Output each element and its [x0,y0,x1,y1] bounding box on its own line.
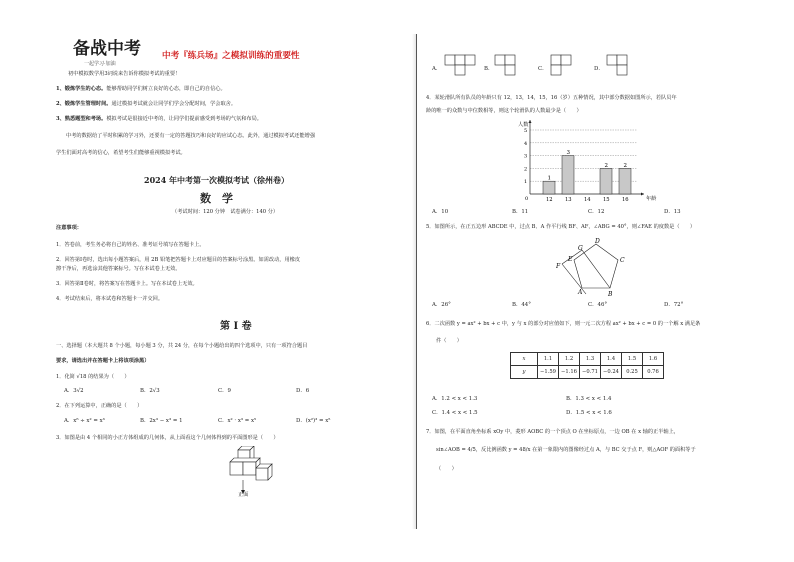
q4-bar-chart [508,116,688,208]
q5-pentagon-figure [556,236,636,298]
chart-bar-label: 2 [623,162,627,169]
question-7-line-3: （ ） [436,466,457,472]
q6-table-cell: 1.1 [538,353,559,366]
question-3: 3．如图是由 4 个相同的小正方体组成的几何体，从上面看这个几何体得到的平面图形是（ ） [56,435,279,441]
q1-option-b: B．2√3 [140,388,160,394]
q3-front-label: 正面 [238,492,249,498]
q3-option-a-figure [444,54,476,82]
q6-table-cell: −1.16 [559,366,580,379]
q3-cube-figure [224,446,274,500]
q6-table-cell: −0.71 [580,366,601,379]
question-4-line-2: 龄的唯一的众数与中位数相等，则这个轮滑队的人数最少是（ ） [426,108,582,114]
column-divider [416,34,417,529]
question-4-line-1: 4．某轮滑队所有队员的年龄只有 12，13，14，15，16（岁）五种情况，其中部分数据如图所示，若队员年 [426,95,677,101]
question-1: 1．化简 √18 的结果为（ ） [56,374,130,380]
chart-bar-label: 3 [566,150,570,157]
chart-bar [619,168,631,194]
q6-option-b: B．1.3 < x < 1.4 [566,396,612,402]
chart-x-arrow [641,193,644,196]
q3-option-d: D． [594,66,604,72]
q1-option-a: A．3√2 [64,388,84,394]
q2-option-c: C．x² · x³ = x⁵ [218,418,257,424]
q3-option-c: C． [538,66,548,72]
chart-ytick-label: 3 [524,153,528,160]
chart-bar [600,168,612,194]
chart-ytick-label: 4 [524,140,528,147]
q5-label-a: A [578,289,583,296]
q6-table-cell: −0.24 [601,366,622,379]
q4-option-d: D．13 [664,209,681,215]
part-title: 第 I 卷 [220,321,252,332]
chart-xtick-label: 16 [622,197,629,203]
exam-title: 2024 年中考第一次模拟考试（徐州卷） [144,175,290,185]
q3-option-d-figure [606,54,630,82]
point-3-label: 3、熟悉题型和考场。 [56,116,107,122]
chart-bar [562,156,574,194]
chart-ylabel: 人数 [518,122,529,128]
closing-line-2: 学生们面对高考的信心，希望考生们能够重视模拟考试。 [56,150,186,156]
q4-option-c: C．12 [588,209,605,215]
section-1-line-2: 要求，请选出并在答题卡上将该项涂黑） [56,358,150,364]
q6-value-table [510,352,664,379]
q4-option-b: B．11 [512,209,529,215]
question-6-line-1: 6．二次函数 y = ax² + bx + c 中，y 与 x 的部分对应值如下，则一元二次方程 ax² + bx + c = 0 的一个解 x 满足条 [426,321,701,327]
chart-xtick-label: 13 [565,197,572,203]
exam-meta: （考试时间：120 分钟 试卷满分：140 分） [172,209,279,215]
chart-ytick-label: 1 [524,179,528,186]
question-7-line-2: sin∠AOB = 4/5，反比例函数 y = 48/x 在第一象限内的图像经过点 A，与 BC 交于点 F，则△AOF 的面积等于 [436,447,696,453]
point-2 [56,101,236,108]
chart-xtick-label: 12 [546,197,553,203]
question-6-line-2: 件（ ） [436,338,462,344]
q5-option-b: B．44° [512,302,531,308]
q6-option-a: A．1.2 < x < 1.3 [432,396,478,402]
point-2-label: 2、锻炼学生管理时间。 [56,101,112,107]
exam-subject: 数 学 [200,192,233,205]
chart-bar [543,181,555,194]
q6-table-row-x [511,353,664,366]
q5-label-e: E [568,256,573,263]
q3-option-c-figure [550,54,574,82]
chart-origin-label: 0 [525,196,529,202]
q6-table-cell: −1.59 [538,366,559,379]
q6-table-header-x: x [511,353,538,366]
logo [70,32,150,72]
logo-text: 备战中考 [73,39,141,59]
note-3: 3．回答第Ⅱ卷时，将答案写在答题卡上。写在本试卷上无效。 [56,281,198,287]
chart-bar-label: 1 [547,175,551,182]
note-1: 1．答卷前，考生务必将自己的姓名、准考证号填写在答题卡上。 [56,242,205,248]
q4-option-a: A．10 [432,209,449,215]
q6-table-cell: 1.4 [601,353,622,366]
page-title: 中考『练兵场』之模拟训练的重要性 [162,51,300,61]
chart-xtick-label: 15 [603,197,610,203]
q5-label-g: G [578,245,583,252]
q6-table-cell: 0.76 [643,366,664,379]
q5-label-d: D [595,238,600,245]
q2-option-d: D．(x²)³ = x⁵ [296,418,331,424]
question-5: 5．如图所示，在正五边形 ABCDE 中，过点 B、A 作平行线 BF、AF，∠ABG = 40°，则∠FAE 的度数是（ ） [426,224,696,230]
q6-table-cell: 0.25 [622,366,643,379]
q3-option-b-figure [494,54,518,82]
chart-xtick-label: 14 [584,197,591,203]
q6-table-header-y: y [511,366,538,379]
q3-option-b: B． [484,66,494,72]
section-1-line-1: 一、选择题（本大题共 8 个小题，每小题 3 分，共 24 分，在每个小题给出的四个选项中，只有一项符合题目 [56,343,308,349]
point-1 [56,86,226,93]
notes-title: 注意事项： [56,225,82,231]
note-2: 2．回答第Ⅰ卷时，选出每小题答案后，用 2B 铅笔把答题卡上对应题目的答案标号涂黑。如需改动，用橡皮 [56,257,301,263]
q1-option-d: D．6 [296,388,310,394]
note-4: 4．考试结束后，将本试卷和答题卡一并交回。 [56,296,164,302]
chart-xlabel: 年龄 [646,196,657,202]
logo-sub: 一起学习·加油 [84,61,116,67]
question-2: 2．在下列运算中，正确的是（ ） [56,403,143,409]
note-2b: 擦干净后，再选涂其他答案标号。写在本试卷上无效。 [56,266,181,272]
q2-option-a: A．x⁶ ÷ x² = x³ [64,418,105,424]
q3-option-a: A． [432,66,442,72]
q6-option-d: D．1.5 < x < 1.6 [566,410,612,416]
point-1-label: 1、锻炼学生的心态。 [56,86,107,92]
point-1-text: 能够帮助同学们树立良好的心态，即自己的自信心。 [106,86,226,92]
q6-table-cell: 1.3 [580,353,601,366]
q1-option-c: C．9 [218,388,231,394]
q5-label-f: F [556,263,561,270]
q5-option-a: A．26° [432,302,451,308]
chart-ytick-label: 2 [524,166,528,173]
chart-y-arrow [529,120,532,123]
q5-label-b: B [608,291,613,298]
closing-line-1: 中考的数据给了平时积累的学习外，还要有一定的答题技巧和良好的应试心态。此外，通过模拟考试还能增强 [66,133,316,139]
q6-table-cell: 1.6 [643,353,664,366]
point-3-text: 模拟考试是很接近中考的，让同学们提前感受到考场的气氛和布局。 [106,116,262,122]
question-7-line-1: 7．如图，在平面直角坐标系 xOy 中，菱形 AOBC 的一个顶点 O 在坐标原点，一边 OB 在 x 轴的正半轴上， [426,429,679,435]
chart-bar-label: 2 [604,162,608,169]
point-2-text: 通过模拟考试就会让同学们学会分配时间，学会取舍。 [111,101,237,107]
q6-table-cell: 1.2 [559,353,580,366]
intro-text: 初中模拟数学用3词说来告诉你模拟考试的重要！ [68,71,181,77]
q6-table-row-y [511,366,664,379]
q5-option-d: D．72° [664,302,684,308]
q5-label-c: C [620,257,625,264]
point-3 [56,116,262,123]
q6-option-c: C．1.4 < x < 1.5 [432,410,478,416]
chart-ytick-label: 5 [524,128,528,134]
q5-option-c: C．46° [588,302,608,308]
q6-table-cell: 1.5 [622,353,643,366]
q2-option-b: B．2x³ − x³ = 1 [140,418,183,424]
